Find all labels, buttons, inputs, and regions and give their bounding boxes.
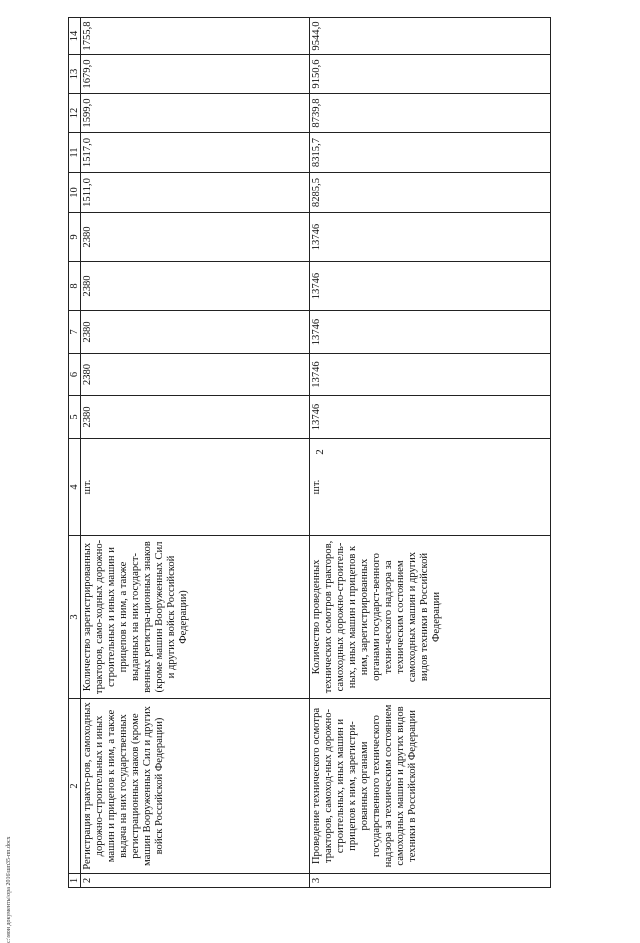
value-cell: 2380 <box>81 262 310 311</box>
value-cell: 1517,0 <box>81 133 310 173</box>
rotated-table-container <box>68 18 588 888</box>
table-row <box>81 18 310 888</box>
column-number: 6 <box>69 354 81 396</box>
unit: шт. <box>310 439 551 536</box>
value-cell: 1755,8 <box>81 18 310 55</box>
column-number: 12 <box>69 94 81 133</box>
value-cell: 1511,0 <box>81 173 310 213</box>
column-number: 4 <box>69 439 81 536</box>
value-cell: 9150,6 <box>310 55 551 94</box>
table-row <box>310 18 551 888</box>
value-cell: 2380 <box>81 311 310 354</box>
value-cell: 2380 <box>81 354 310 396</box>
value-cell: 9544,0 <box>310 18 551 55</box>
unit: шт. <box>81 439 310 536</box>
page-number: 2 <box>314 449 326 455</box>
value-cell: 2380 <box>81 213 310 262</box>
value-cell: 13746 <box>310 262 551 311</box>
service-name: Проведение технического осмотра тракторов, самоход-ных дорожно-строительных, иных машин и прицепов к ним, зарегистри-рованных органами государственного технического надзора за техническим состоянием самоходных машин и других видов техники в Российской Федерации <box>310 699 551 874</box>
value-cell: 1599,0 <box>81 94 310 133</box>
value-cell: 13746 <box>310 311 551 354</box>
value-cell: 8315,7 <box>310 133 551 173</box>
footer-file-path: c:\мои документы\ора 2016\шп35-пп.docx <box>6 836 12 943</box>
column-number-row <box>69 18 81 888</box>
row-number: 2 <box>81 874 310 888</box>
row-number: 3 <box>310 874 551 888</box>
column-number: 3 <box>69 536 81 699</box>
column-number: 7 <box>69 311 81 354</box>
column-number: 2 <box>69 699 81 874</box>
indicator-name: Количество проведенных технических осмотров тракторов, самоходных дорожно-строитель-ных, иных машин и прицепов к ним, зарегистрированных органами государст-венного техни-ческого надзора за техническим состоянием самоходных машин и других видов техники в Российской Федерации <box>310 536 551 699</box>
value-cell: 13746 <box>310 396 551 439</box>
column-number: 9 <box>69 213 81 262</box>
value-cell: 8285,5 <box>310 173 551 213</box>
data-table <box>68 17 551 888</box>
value-cell: 13746 <box>310 354 551 396</box>
indicator-name: Количество зарегистрированных тракторов, само-ходных дорожно-строительных и иных машин и прицепов к ним, а также выданных на них государст-венных регистра-ционных знаков (кроме машин Вооруженных Сил и других войск Российской Федерации) <box>81 536 310 699</box>
column-number: 13 <box>69 55 81 94</box>
column-number: 8 <box>69 262 81 311</box>
service-name: Регистрация тракто-ров, самоходных дорожно-строительных и иных машин и прицепов к ним, а также выдача на них государственных регистрационных знаков (кроме машин Вооруженных Сил и других войск Российской Федерации) <box>81 699 310 874</box>
value-cell: 13746 <box>310 213 551 262</box>
value-cell: 1679,0 <box>81 55 310 94</box>
column-number: 14 <box>69 18 81 55</box>
value-cell: 8739,8 <box>310 94 551 133</box>
column-number: 1 <box>69 874 81 888</box>
column-number: 10 <box>69 173 81 213</box>
value-cell: 2380 <box>81 396 310 439</box>
column-number: 5 <box>69 396 81 439</box>
column-number: 11 <box>69 133 81 173</box>
